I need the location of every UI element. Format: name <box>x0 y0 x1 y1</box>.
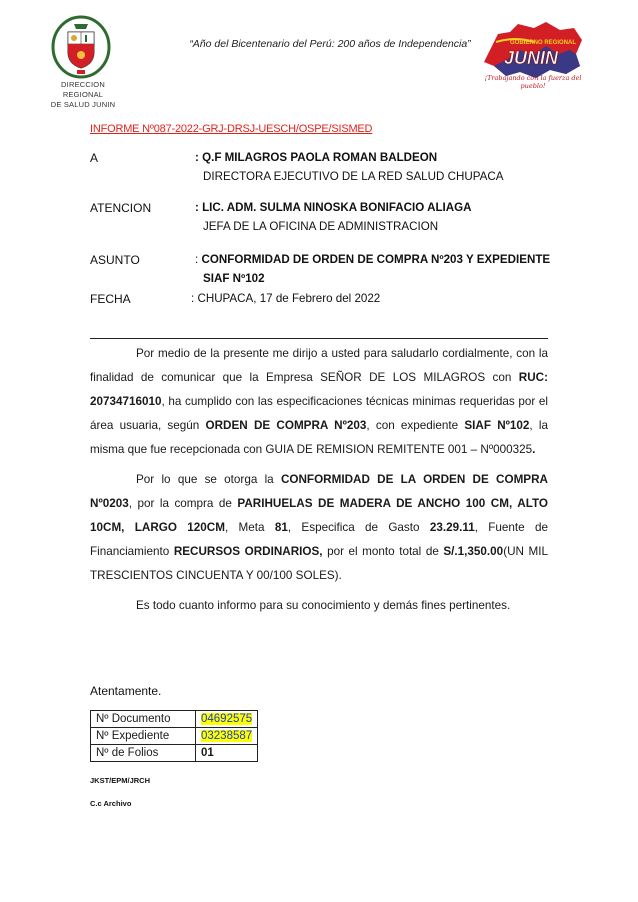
p1-ruc: RUC: 20734716010 <box>90 371 548 408</box>
table-row <box>91 728 258 745</box>
body-paragraph-2 <box>90 468 548 588</box>
field-value-a <box>195 148 555 186</box>
copy-note: C.c Archivo <box>90 799 132 808</box>
p2-monto: S/.1,350.00 <box>443 545 504 558</box>
field-value-atencion <box>195 198 555 236</box>
asunto-colon: : <box>195 253 199 266</box>
year-slogan: “Año del Bicentenario del Perú: 200 años de Independencia” <box>189 38 471 50</box>
recipient-name: : Q.F MILAGROS PAOLA ROMAN BALDEON <box>195 151 438 164</box>
meta-value: 04692575 <box>201 713 253 725</box>
field-value-fecha: : CHUPACA, 17 de Febrero del 2022 <box>191 292 381 305</box>
closing: Atentamente. <box>90 684 162 698</box>
header-divider <box>90 338 548 339</box>
field-label-a: A <box>90 151 99 165</box>
meta-label: Nº Expediente <box>91 728 196 745</box>
meta-value: 03238587 <box>201 730 253 742</box>
p2-text-4: , Especifica de Gasto <box>287 521 430 534</box>
asunto-line1: CONFORMIDAD DE ORDEN DE COMPRA Nº203 Y EXPEDIENTE <box>201 253 551 266</box>
org-name <box>40 80 126 110</box>
p2-especifica: 23.29.11 <box>429 521 475 534</box>
p1-text-3: , con expediente <box>366 419 465 432</box>
p1-orden-compra: ORDEN DE COMPRA Nº203 <box>205 419 367 432</box>
p2-text-2: , por la compra de <box>128 497 238 510</box>
peru-coat-of-arms-icon <box>50 14 112 80</box>
table-row <box>91 711 258 728</box>
attention-role: JEFA DE LA OFICINA DE ADMINISTRACION <box>203 220 439 233</box>
recipient-role: DIRECTORA EJECUTIVO DE LA RED SALUD CHUPACA <box>203 170 504 183</box>
asunto-line2: SIAF Nº102 <box>203 272 265 285</box>
p2-product: PARIHUELAS DE MADERA DE ANCHO 100 CM, ALTO 10CM, LARGO 120CM <box>90 497 548 534</box>
author-initials: JKST/EPM/JRCH <box>90 776 151 785</box>
field-value-asunto <box>195 250 555 288</box>
org-name-line2: DE SALUD JUNIN <box>50 100 116 109</box>
p2-text-7: (UN MIL TRESCIENTOS CINCUENTA Y 00/100 SOLES). <box>90 545 548 582</box>
p1-period: . <box>532 443 536 456</box>
p1-text-1: Por medio de la presente me dirijo a usted para saludarlo cordialmente, con la finalidad de comunicar que la Empresa SEÑOR DE LOS MILAGROS con <box>90 347 548 384</box>
p2-fuente: RECURSOS ORDINARIOS, <box>173 545 323 558</box>
logo-word: JUNIN <box>504 48 559 68</box>
p2-text-5: , Fuente de Financiamiento <box>90 521 548 558</box>
p2-text-3: , Meta <box>224 521 275 534</box>
p1-text-4: , la misma que fue recepcionada con GUIA DE REMISION REMITENTE 001 – Nº000325 <box>90 419 548 456</box>
body-paragraph-1 <box>90 342 548 462</box>
table-row <box>91 745 258 762</box>
p2-meta: 81 <box>274 521 288 534</box>
p2-text-6: por el monto total de <box>322 545 444 558</box>
field-label-asunto: ASUNTO <box>90 253 140 267</box>
document-meta-table <box>90 710 258 762</box>
p2-conformidad: CONFORMIDAD DE LA ORDEN DE COMPRA Nº0203 <box>90 473 548 510</box>
p3-text: Es todo cuanto informo para su conocimiento y demás fines pertinentes. <box>136 599 511 612</box>
field-label-fecha: FECHA <box>90 292 131 306</box>
body-paragraph-3 <box>90 594 548 618</box>
meta-label: Nº de Folios <box>91 745 196 762</box>
logo-top-text: GOBIERNO REGIONAL <box>510 40 577 46</box>
p1-text-2: , ha cumplido con las especificaciones técnicas minimas requeridas por el área usuaria, según <box>90 395 548 432</box>
p2-text-1: Por lo que se otorga la <box>136 473 281 486</box>
informe-title: INFORME Nº087-2022-GRJ-DRSJ-UESCH/OSPE/SISMED <box>90 123 373 135</box>
attention-name: : LIC. ADM. SULMA NINOSKA BONIFACIO ALIAGA <box>195 201 472 214</box>
logo-tagline: ¡Trabajando con la fuerza del pueblo! <box>484 74 582 90</box>
meta-value: 01 <box>201 747 214 759</box>
field-label-atencion: ATENCION <box>90 201 152 215</box>
meta-label: Nº Documento <box>91 711 196 728</box>
org-name-line1: DIRECCION REGIONAL <box>61 80 105 99</box>
p1-siaf: SIAF Nº102 <box>464 419 530 432</box>
